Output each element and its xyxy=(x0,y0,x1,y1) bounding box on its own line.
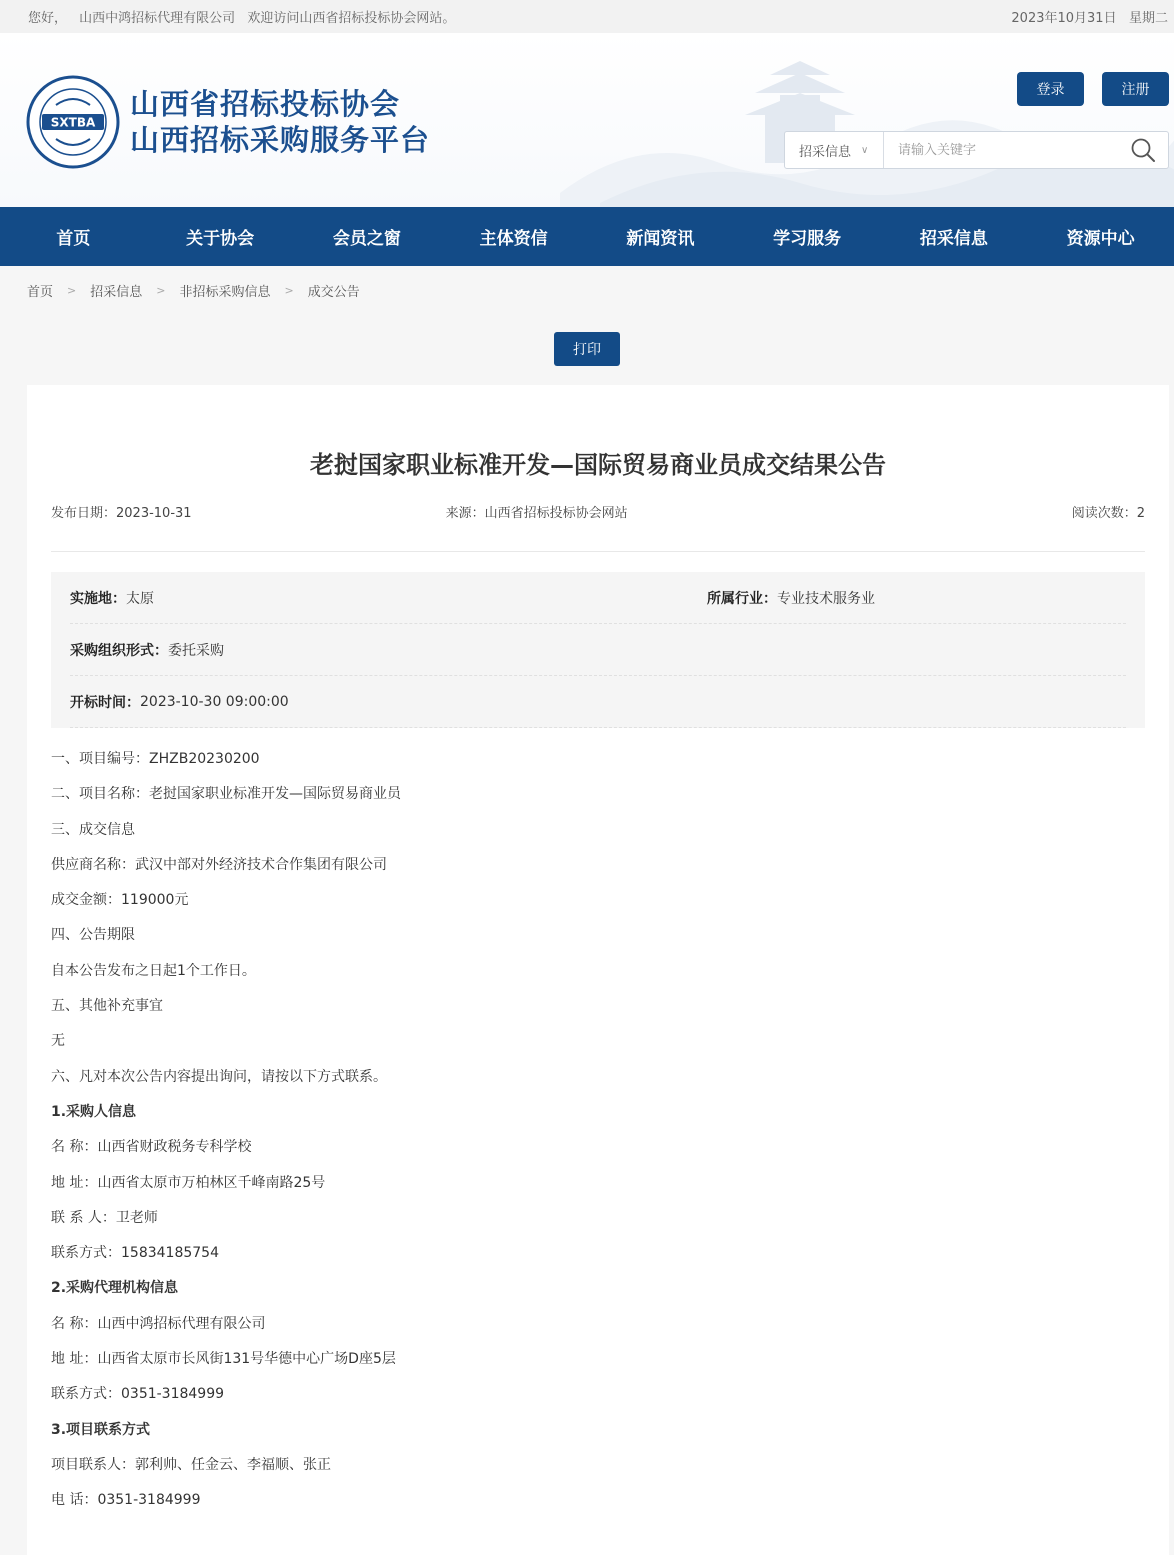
article-card xyxy=(27,385,1169,1555)
nav-news[interactable]: 新闻资讯 xyxy=(626,229,695,249)
nav-learning[interactable]: 学习服务 xyxy=(773,229,842,249)
welcome-text: 欢迎访问山西省招标投标协会网站。 xyxy=(247,11,456,26)
auth-buttons xyxy=(1017,72,1169,106)
search-category-value: 招采信息 xyxy=(799,144,852,160)
current-date: 2023年10月31日 xyxy=(1011,11,1117,26)
view-count: 阅读次数：2 xyxy=(1071,506,1145,521)
register-button[interactable]: 注册 xyxy=(1102,72,1169,106)
current-weekday: 星期二 xyxy=(1128,11,1168,26)
logo-line-2: 山西招标采购服务平台 xyxy=(130,123,431,157)
print-area xyxy=(0,314,1174,384)
chevron-right-icon: > xyxy=(156,283,166,297)
info-industry xyxy=(707,588,875,608)
main-nav xyxy=(0,207,1174,266)
body-subheading: 2.采购代理机构信息 xyxy=(51,1280,179,1297)
info-key: 所属行业： xyxy=(707,590,777,607)
breadcrumb-home[interactable]: 首页 xyxy=(27,284,54,300)
body-line: 六、凡对本次公告内容提出询问，请按以下方式联系。 xyxy=(51,1068,387,1085)
search-button[interactable] xyxy=(1118,132,1168,168)
login-button[interactable]: 登录 xyxy=(1017,72,1084,106)
breadcrumb-current: 成交公告 xyxy=(307,284,360,300)
user-company[interactable]: 山西中鸿招标代理有限公司 xyxy=(79,11,236,26)
greeting-area xyxy=(28,7,463,26)
site-header xyxy=(0,33,1174,207)
article-meta xyxy=(51,502,1145,521)
article-title: 老挝国家职业标准开发—国际贸易商业员成交结果公告 xyxy=(310,451,886,479)
breadcrumb xyxy=(0,266,1174,314)
nav-about[interactable]: 关于协会 xyxy=(186,229,255,249)
mountain-pavilion-illustration xyxy=(560,43,1174,207)
nav-credit[interactable]: 主体资信 xyxy=(479,229,548,249)
date-display xyxy=(1011,7,1168,26)
site-logo[interactable] xyxy=(26,75,430,169)
association-seal-icon xyxy=(26,75,120,169)
info-key: 开标时间： xyxy=(70,694,140,711)
body-line: 项目联系人：郭利帅、任金云、李福顺、张正 xyxy=(51,1456,331,1473)
info-row xyxy=(70,572,1126,624)
search-category-select[interactable] xyxy=(785,132,884,168)
body-line: 联 系 人：卫老师 xyxy=(51,1209,158,1226)
chevron-right-icon: > xyxy=(67,283,77,297)
body-subheading: 1.采购人信息 xyxy=(51,1103,137,1120)
breadcrumb-procurement[interactable]: 招采信息 xyxy=(90,284,143,300)
top-bar xyxy=(0,0,1174,33)
article-body xyxy=(51,742,1145,1519)
body-line: 供应商名称：武汉中部对外经济技术合作集团有限公司 xyxy=(51,856,387,873)
greeting-text: 您好， xyxy=(28,11,68,26)
logo-line-1: 山西省招标投标协会 xyxy=(130,87,401,121)
nav-members[interactable]: 会员之窗 xyxy=(332,229,401,249)
info-value: 太原 xyxy=(126,590,154,607)
search-bar xyxy=(784,131,1169,169)
info-key: 采购组织形式： xyxy=(70,642,168,659)
body-line: 无 xyxy=(51,1033,65,1050)
body-line: 地 址：山西省太原市万柏林区千峰南路25号 xyxy=(51,1174,326,1191)
body-line: 自本公告发布之日起1个工作日。 xyxy=(51,962,256,979)
body-line: 名 称：山西中鸿招标代理有限公司 xyxy=(51,1315,266,1332)
nav-procurement[interactable]: 招采信息 xyxy=(919,229,988,249)
logo-title xyxy=(130,86,430,158)
nav-resources[interactable]: 资源中心 xyxy=(1066,229,1135,249)
project-info-box xyxy=(51,572,1145,728)
body-line: 一、项目编号：ZHZB20230200 xyxy=(51,751,260,767)
body-line: 地 址：山西省太原市长风街131号华德中心广场D座5层 xyxy=(51,1351,396,1368)
nav-home[interactable]: 首页 xyxy=(56,229,91,249)
divider xyxy=(51,551,1145,552)
body-line: 成交金额：119000元 xyxy=(51,892,189,909)
breadcrumb-non-tender[interactable]: 非招标采购信息 xyxy=(179,284,271,300)
chevron-down-icon: ∨ xyxy=(861,144,869,156)
body-line: 三、成交信息 xyxy=(51,821,135,838)
body-line: 电 话：0351-3184999 xyxy=(51,1492,201,1509)
body-line: 四、公告期限 xyxy=(51,927,135,944)
seal-text: SXTBA xyxy=(50,115,96,130)
chevron-right-icon: > xyxy=(284,283,294,297)
body-line: 五、其他补充事宜 xyxy=(51,998,163,1015)
info-value: 委托采购 xyxy=(168,642,224,659)
info-value: 2023-10-30 09:00:00 xyxy=(140,693,289,710)
info-row xyxy=(70,676,1126,728)
search-input[interactable] xyxy=(884,132,1118,168)
info-row xyxy=(70,624,1126,676)
body-line: 联系方式：0351-3184999 xyxy=(51,1386,225,1403)
info-value: 专业技术服务业 xyxy=(777,590,875,607)
body-subheading: 3.项目联系方式 xyxy=(51,1421,151,1438)
info-location xyxy=(70,588,707,608)
print-button[interactable]: 打印 xyxy=(554,332,620,366)
article-source: 来源：山西省招标投标协会网站 xyxy=(445,506,628,521)
search-icon xyxy=(1130,137,1156,163)
body-line: 二、项目名称：老挝国家职业标准开发—国际贸易商业员 xyxy=(51,786,401,803)
body-line: 联系方式：15834185754 xyxy=(51,1245,219,1262)
info-key: 实施地： xyxy=(70,590,126,607)
body-line: 名 称：山西省财政税务专科学校 xyxy=(51,1139,252,1156)
publish-date: 发布日期：2023-10-31 xyxy=(51,506,192,521)
